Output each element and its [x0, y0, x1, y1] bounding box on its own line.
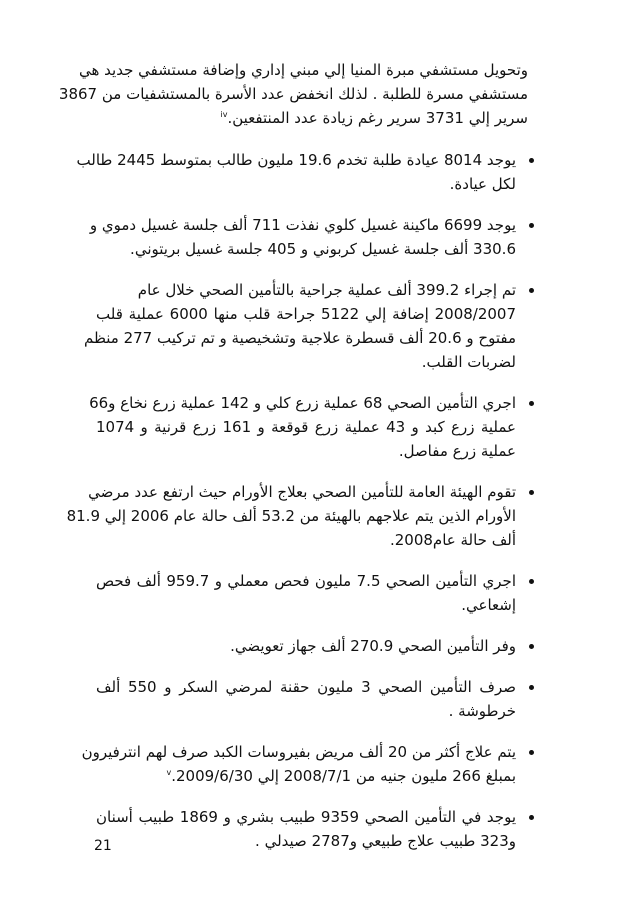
text-line [96, 675, 516, 699]
document-body [58, 58, 528, 870]
text-line [96, 237, 516, 261]
text-line [96, 593, 516, 617]
bullet-dot-icon [529, 401, 534, 406]
bullet-dot-icon [529, 685, 534, 690]
line-text: صرف التأمين الصحي 3 مليون حقنة لمرضي السكر و 550 ألف [96, 678, 516, 696]
bullet-item [89, 391, 528, 463]
text-line [79, 58, 528, 82]
footnote-marker: iv [220, 110, 228, 119]
bullet-item [83, 278, 528, 374]
text-line [96, 278, 516, 302]
bullet-dot-icon [529, 288, 534, 293]
line-text: 2008/2007 إضافة إلي 5122 جراحة قلب منها 6000 عملية قلب [96, 305, 517, 323]
text-line [96, 829, 516, 853]
line-text: يوجد 8014 عيادة طلبة تخدم 19.6 مليون طالب بمتوسط 2445 طالب [76, 151, 516, 169]
line-text: اجري التأمين الصحي 7.5 مليون فحص معملي و 959.7 ألف فحص [96, 572, 516, 590]
line-text: الأورام الذين يتم علاجهم بالهيئة من 53.2 ألف حالة عام 2006 إلي 81.9 [66, 507, 516, 525]
line-text: و323 طبيب علاج طبيعي و2787 صيدلي . [255, 832, 516, 850]
line-text: لكل عيادة. [449, 175, 516, 193]
text-line [96, 172, 516, 196]
bullet-dot-icon [529, 158, 534, 163]
line-text: يتم علاج أكثر من 20 ألف مريض بفيروسات الكبد صرف لهم انترفيرون [81, 743, 516, 761]
text-line [76, 148, 516, 172]
text-line [83, 326, 516, 350]
line-text: مفتوح و 20.6 ألف قسطرة علاجية وتشخيصية و تم تركيب 277 منظم [83, 329, 516, 347]
line-text: 330.6 ألف جلسة غسيل كربوني و 405 جلسة غسيل بريتوني. [130, 240, 516, 258]
page-number: 21 [94, 838, 112, 854]
line-text: يوجد 6699 ماكينة غسيل كلوي نفذت 711 ألف جلسة غسيل دموي و [89, 216, 516, 234]
text-line [96, 634, 516, 658]
bullet-item [81, 740, 528, 788]
bullet-item [96, 569, 528, 617]
bullet-item [66, 480, 528, 552]
line-text: ألف حالة عام2008. [389, 531, 516, 549]
bullet-dot-icon [529, 490, 534, 495]
text-line [96, 106, 528, 130]
text-line [89, 213, 516, 237]
text-line [96, 805, 516, 829]
text-line [89, 391, 516, 415]
bullet-item [96, 675, 528, 723]
line-text: وتحويل مستشفي مبرة المنيا إلي مبني إداري وإضافة مستشفي جديد هي [79, 61, 528, 79]
bullet-dot-icon [529, 750, 534, 755]
line-text: لضربات القلب. [421, 353, 516, 371]
line-text: خرطوشة . [448, 702, 516, 720]
text-line [96, 415, 516, 439]
line-text: وفر التأمين الصحي 270.9 ألف جهاز تعويضي. [230, 637, 516, 655]
intro-paragraph [58, 58, 528, 130]
line-text: يوجد في التأمين الصحي 9359 طبيب بشري و 1869 طبيب أسنان [96, 808, 517, 826]
text-line [96, 569, 516, 593]
text-line [96, 764, 516, 788]
bullet-item [96, 805, 528, 853]
line-text: عملية زرع مفاصل. [398, 442, 516, 460]
bullet-dot-icon [529, 223, 534, 228]
text-line [96, 439, 516, 463]
text-line [58, 82, 528, 106]
line-text: عملية زرع كبد و 43 عملية زرع قوقعة و 161 زرع قرنية و 1074 [96, 418, 516, 436]
bullet-item [76, 148, 528, 196]
line-text: مستشفي مسرة للطلبة . لذلك انخفض عدد الأسرة بالمستشفيات من 3867 [58, 85, 528, 103]
footnote-marker: v [166, 768, 172, 777]
line-text: اجري التأمين الصحي 68 عملية زرع كلي و 142 عملية زرع نخاع و66 [89, 394, 516, 412]
bullet-item [96, 634, 528, 658]
bullet-list [66, 148, 528, 853]
line-text: تقوم الهيئة العامة للتأمين الصحي بعلاج الأورام حيث ارتفع عدد مرضي [88, 483, 516, 501]
text-line [96, 528, 516, 552]
line-text: سرير إلي 3731 سرير رغم زيادة عدد المنتفعين. [227, 109, 528, 127]
text-line [88, 480, 516, 504]
line-text: بمبلغ 266 مليون جنيه من 2008/7/1 إلي 2009/6/30. [171, 767, 516, 785]
text-line [96, 699, 516, 723]
bullet-dot-icon [529, 579, 534, 584]
text-line [96, 302, 516, 326]
bullet-dot-icon [529, 644, 534, 649]
line-text: تم إجراء 399.2 ألف عملية جراحية بالتأمين الصحي خلال عام [137, 281, 516, 299]
text-line [96, 350, 516, 374]
text-line [66, 504, 516, 528]
bullet-dot-icon [529, 815, 534, 820]
line-text: إشعاعي. [461, 596, 516, 614]
bullet-item [89, 213, 528, 261]
text-line [81, 740, 516, 764]
